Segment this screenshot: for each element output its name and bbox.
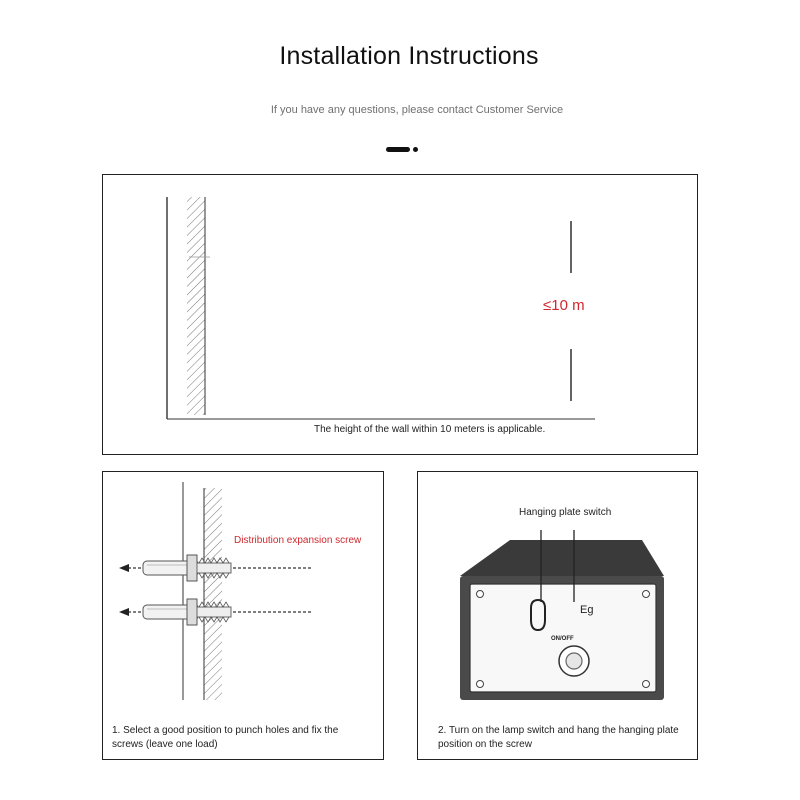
step1-panel bbox=[102, 471, 384, 760]
divider-dash bbox=[386, 147, 410, 152]
wall-hatching bbox=[187, 197, 205, 415]
divider-dot bbox=[413, 147, 418, 152]
distance-label: ≤10 m bbox=[543, 297, 585, 314]
step2-caption-line2: position on the screw bbox=[438, 739, 532, 750]
page-title: Installation Instructions bbox=[279, 42, 539, 70]
step1-caption-line1: 1. Select a good position to punch holes and fix the bbox=[112, 725, 339, 736]
onoff-label: ON/OFF bbox=[551, 636, 574, 642]
wall-diagram bbox=[103, 175, 699, 456]
step2-panel bbox=[417, 471, 698, 760]
page-subtitle: If you have any questions, please contact Customer Service bbox=[270, 104, 564, 116]
hanging-plate-switch-label: Hanging plate switch bbox=[519, 507, 612, 518]
lamp-body bbox=[460, 540, 664, 700]
wall-height-caption: The height of the wall within 10 meters is applicable. bbox=[314, 424, 546, 435]
wall-height-panel bbox=[102, 174, 698, 455]
screw-diagram bbox=[103, 472, 385, 761]
step1-caption-line2: screws (leave one load) bbox=[112, 739, 218, 750]
wall-hatching bbox=[204, 488, 222, 700]
light-mark: Eg bbox=[580, 604, 594, 616]
expansion-screw-label: Distribution expansion screw bbox=[234, 535, 362, 546]
step2-caption-line1: 2. Turn on the lamp switch and hang the hanging plate bbox=[438, 725, 679, 736]
